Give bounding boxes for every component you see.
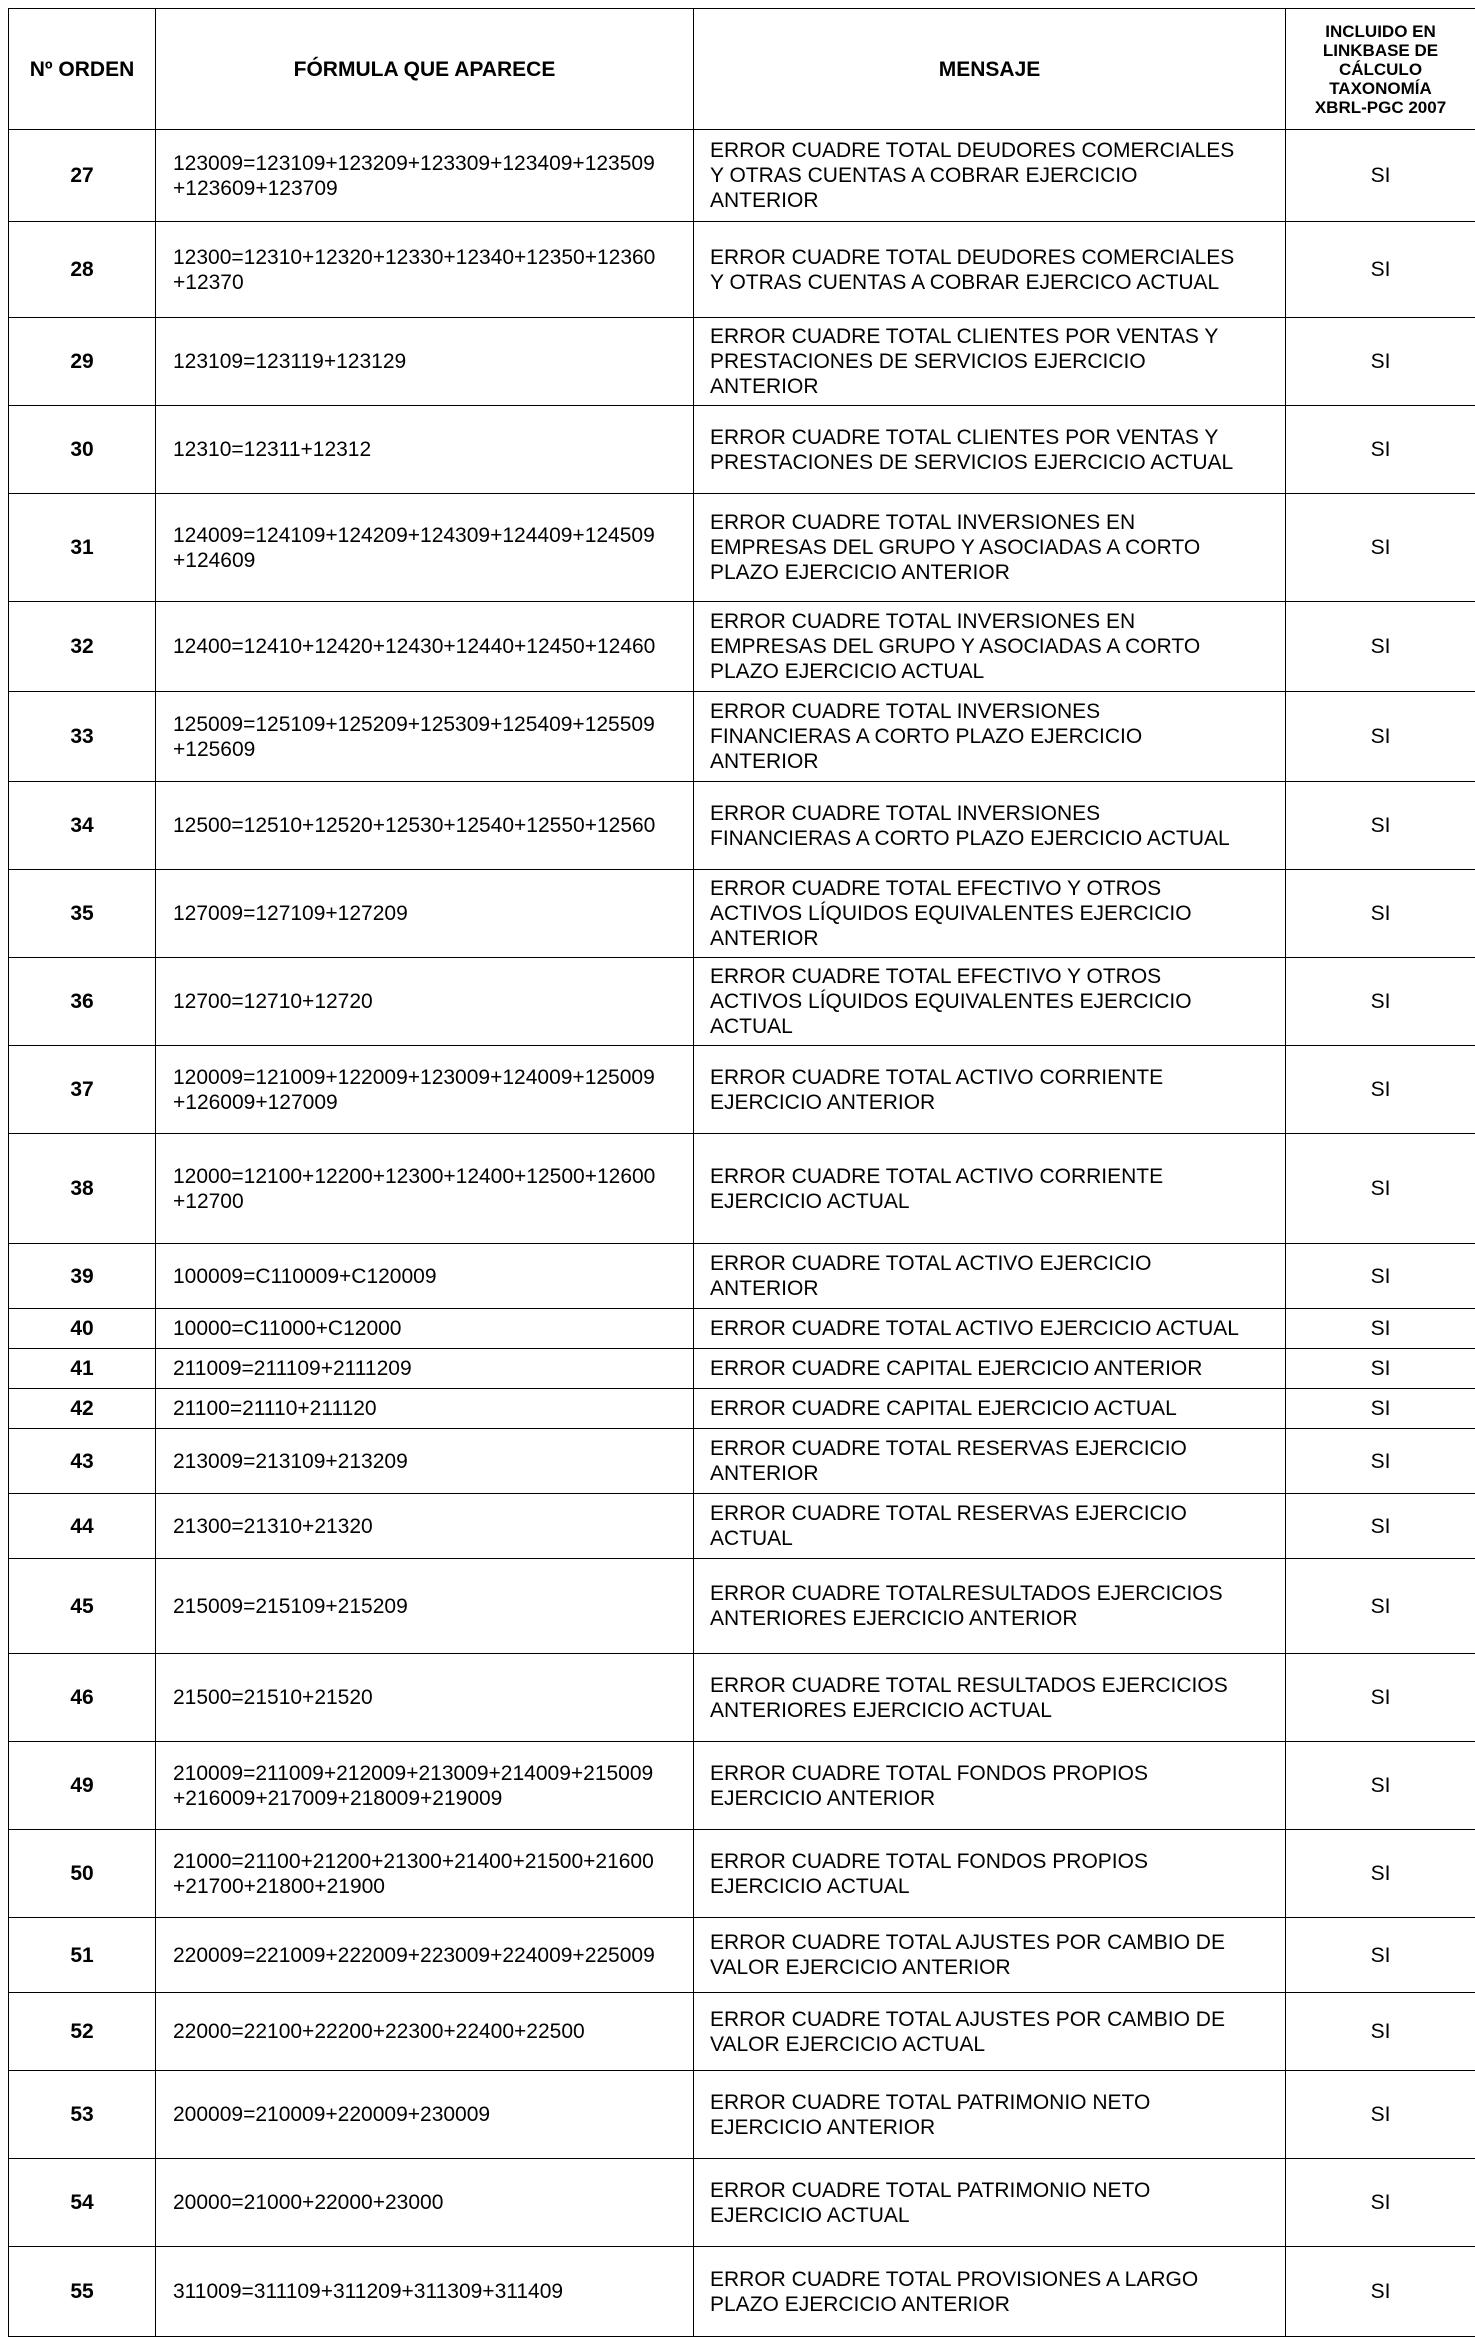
formula-cell [156,1389,694,1429]
formula-cell [156,1830,694,1918]
mensaje-text: ERROR CUADRE TOTAL PATRIMONIO NETO EJERCICIO ACTUAL [710,2178,1279,2228]
mensaje-text: ERROR CUADRE TOTAL ACTIVO CORRIENTE EJERCICIO ACTUAL [710,1164,1279,1214]
incluido-text: SI [1286,2102,1475,2127]
table-row [9,692,1475,782]
formula-text: 10000=C11000+C12000 [173,1316,693,1341]
mensaje-text: ERROR CUADRE CAPITAL EJERCICIO ANTERIOR [710,1356,1279,1381]
orden-cell [9,318,156,406]
mensaje-cell [694,222,1286,318]
orden-cell [9,1244,156,1309]
formula-text: 20000=21000+22000+23000 [173,2190,693,2215]
formula-cell [156,602,694,692]
orden-cell [9,1918,156,1993]
formula-cell [156,318,694,406]
incluido-cell [1286,494,1475,602]
orden-text: 51 [9,1943,155,1968]
incluido-text: SI [1286,349,1475,374]
mensaje-cell [694,958,1286,1046]
incluido-text: SI [1286,2279,1475,2304]
orden-text: 41 [9,1356,155,1381]
incluido-text: SI [1286,634,1475,659]
table-row [9,2159,1475,2247]
orden-text: 52 [9,2019,155,2044]
mensaje-text: ERROR CUADRE TOTAL INVERSIONES FINANCIERAS A CORTO PLAZO EJERCICIO ACTUAL [710,801,1279,851]
mensaje-text: ERROR CUADRE TOTAL FONDOS PROPIOS EJERCICIO ACTUAL [710,1849,1279,1899]
incluido-cell [1286,1918,1475,1993]
mensaje-text: ERROR CUADRE TOTAL DEUDORES COMERCIALES Y OTRAS CUENTAS A COBRAR EJERCICIO ANTERIOR [710,138,1279,213]
formula-cell [156,692,694,782]
formula-text: 12500=12510+12520+12530+12540+12550+12560 [173,813,693,838]
header-mensaje: MENSAJE [694,9,1286,130]
formula-text: 100009=C110009+C120009 [173,1264,693,1289]
formula-text: 12000=12100+12200+12300+12400+12500+12600 +12700 [173,1164,693,1214]
orden-text: 28 [9,257,155,282]
incluido-cell [1286,692,1475,782]
orden-cell [9,2071,156,2159]
mensaje-cell [694,494,1286,602]
table-row [9,2071,1475,2159]
orden-cell [9,494,156,602]
orden-text: 30 [9,437,155,462]
formula-text: 220009=221009+222009+223009+224009+225009 [173,1943,693,1968]
orden-text: 38 [9,1176,155,1201]
table-row [9,1993,1475,2071]
orden-cell [9,130,156,222]
formula-cell [156,1244,694,1309]
formula-text: 12300=12310+12320+12330+12340+12350+12360 +12370 [173,245,693,295]
formula-cell [156,2071,694,2159]
mensaje-cell [694,1046,1286,1134]
table-row [9,602,1475,692]
orden-cell [9,958,156,1046]
mensaje-text: ERROR CUADRE TOTAL INVERSIONES FINANCIERAS A CORTO PLAZO EJERCICIO ANTERIOR [710,699,1279,774]
formula-text: 22000=22100+22200+22300+22400+22500 [173,2019,693,2044]
mensaje-text: ERROR CUADRE TOTAL EFECTIVO Y OTROS ACTIVOS LÍQUIDOS EQUIVALENTES EJERCICIO ANTERIOR [710,876,1279,951]
orden-cell [9,1559,156,1654]
formula-text: 12400=12410+12420+12430+12440+12450+12460 [173,634,693,659]
incluido-cell [1286,406,1475,494]
incluido-cell [1286,1309,1475,1349]
formula-text: 200009=210009+220009+230009 [173,2102,693,2127]
mensaje-text: ERROR CUADRE TOTAL ACTIVO EJERCICIO ANTERIOR [710,1251,1279,1301]
orden-cell [9,1429,156,1494]
incluido-cell [1286,602,1475,692]
formula-cell [156,2159,694,2247]
orden-cell [9,1830,156,1918]
table-row [9,222,1475,318]
incluido-cell [1286,1559,1475,1654]
mensaje-cell [694,2159,1286,2247]
mensaje-cell [694,1993,1286,2071]
table-row [9,870,1475,958]
formula-cell [156,1349,694,1389]
table-row [9,1134,1475,1244]
mensaje-cell [694,1559,1286,1654]
table-row [9,1742,1475,1830]
mensaje-cell [694,1244,1286,1309]
table-row [9,318,1475,406]
incluido-text: SI [1286,1316,1475,1341]
incluido-cell [1286,2071,1475,2159]
formula-cell [156,1559,694,1654]
incluido-cell [1286,130,1475,222]
orden-cell [9,1389,156,1429]
formula-text: 21300=21310+21320 [173,1514,693,1539]
mensaje-text: ERROR CUADRE TOTAL EFECTIVO Y OTROS ACTIVOS LÍQUIDOS EQUIVALENTES EJERCICIO ACTUAL [710,964,1279,1039]
formula-cell [156,958,694,1046]
incluido-cell [1286,1389,1475,1429]
mensaje-cell [694,1309,1286,1349]
orden-cell [9,602,156,692]
mensaje-cell [694,870,1286,958]
formula-text: 12700=12710+12720 [173,989,693,1014]
validation-rules-table [8,8,1475,2337]
incluido-cell [1286,222,1475,318]
incluido-text: SI [1286,1685,1475,1710]
formula-cell [156,406,694,494]
mensaje-cell [694,782,1286,870]
header-row [9,9,1475,130]
formula-text: 21100=21110+211120 [173,1396,693,1421]
incluido-text: SI [1286,1396,1475,1421]
mensaje-text: ERROR CUADRE TOTAL ACTIVO EJERCICIO ACTUAL [710,1316,1279,1341]
table-row [9,1494,1475,1559]
incluido-text: SI [1286,1594,1475,1619]
mensaje-text: ERROR CUADRE TOTAL RESULTADOS EJERCICIOS ANTERIORES EJERCICIO ACTUAL [710,1673,1279,1723]
table-row [9,1918,1475,1993]
orden-cell [9,1993,156,2071]
mensaje-text: ERROR CUADRE TOTALRESULTADOS EJERCICIOS ANTERIORES EJERCICIO ANTERIOR [710,1581,1279,1631]
orden-text: 33 [9,724,155,749]
formula-cell [156,1742,694,1830]
table-body [9,130,1475,2337]
mensaje-cell [694,1134,1286,1244]
formula-text: 123109=123119+123129 [173,349,693,374]
orden-text: 31 [9,535,155,560]
formula-cell [156,130,694,222]
incluido-cell [1286,1830,1475,1918]
mensaje-text: ERROR CUADRE TOTAL PATRIMONIO NETO EJERCICIO ANTERIOR [710,2090,1279,2140]
incluido-cell [1286,1046,1475,1134]
orden-cell [9,222,156,318]
orden-text: 39 [9,1264,155,1289]
mensaje-text: ERROR CUADRE TOTAL AJUSTES POR CAMBIO DE VALOR EJERCICIO ANTERIOR [710,1930,1279,1980]
incluido-cell [1286,1429,1475,1494]
orden-cell [9,692,156,782]
orden-text: 40 [9,1316,155,1341]
mensaje-text: ERROR CUADRE TOTAL INVERSIONES EN EMPRESAS DEL GRUPO Y ASOCIADAS A CORTO PLAZO EJERCICIO ANTERIOR [710,510,1279,585]
mensaje-text: ERROR CUADRE TOTAL CLIENTES POR VENTAS Y PRESTACIONES DE SERVICIOS EJERCICIO ANTERIOR [710,324,1279,399]
orden-text: 32 [9,634,155,659]
mensaje-cell [694,602,1286,692]
table-row [9,1429,1475,1494]
incluido-text: SI [1286,1077,1475,1102]
incluido-cell [1286,1742,1475,1830]
mensaje-cell [694,2071,1286,2159]
formula-cell [156,782,694,870]
formula-text: 123009=123109+123209+123309+123409+123509 +123609+123709 [173,151,693,201]
formula-text: 124009=124109+124209+124309+124409+124509 +124609 [173,523,693,573]
orden-text: 34 [9,813,155,838]
orden-text: 42 [9,1396,155,1421]
table-row [9,1559,1475,1654]
incluido-text: SI [1286,1264,1475,1289]
mensaje-cell [694,406,1286,494]
formula-text: 125009=125109+125209+125309+125409+125509 +125609 [173,712,693,762]
mensaje-text: ERROR CUADRE TOTAL ACTIVO CORRIENTE EJERCICIO ANTERIOR [710,1065,1279,1115]
formula-text: 120009=121009+122009+123009+124009+125009 +126009+127009 [173,1065,693,1115]
incluido-cell [1286,782,1475,870]
mensaje-text: ERROR CUADRE TOTAL INVERSIONES EN EMPRESAS DEL GRUPO Y ASOCIADAS A CORTO PLAZO EJERCICIO ACTUAL [710,609,1279,684]
orden-text: 45 [9,1594,155,1619]
table-row [9,1349,1475,1389]
incluido-text: SI [1286,2190,1475,2215]
orden-text: 35 [9,901,155,926]
orden-text: 53 [9,2102,155,2127]
incluido-cell [1286,1244,1475,1309]
formula-cell [156,494,694,602]
formula-text: 12310=12311+12312 [173,437,693,462]
formula-text: 215009=215109+215209 [173,1594,693,1619]
orden-text: 46 [9,1685,155,1710]
incluido-text: SI [1286,901,1475,926]
orden-text: 54 [9,2190,155,2215]
mensaje-text: ERROR CUADRE CAPITAL EJERCICIO ACTUAL [710,1396,1279,1421]
incluido-cell [1286,1993,1475,2071]
header-formula: FÓRMULA QUE APARECE [156,9,694,130]
mensaje-cell [694,1494,1286,1559]
formula-cell [156,1654,694,1742]
mensaje-text: ERROR CUADRE TOTAL RESERVAS EJERCICIO ANTERIOR [710,1436,1279,1486]
orden-text: 44 [9,1514,155,1539]
orden-cell [9,782,156,870]
document-page [8,8,1475,2337]
incluido-text: SI [1286,257,1475,282]
table-row [9,406,1475,494]
incluido-text: SI [1286,1773,1475,1798]
orden-cell [9,1309,156,1349]
mensaje-cell [694,1349,1286,1389]
table-row [9,958,1475,1046]
mensaje-cell [694,1918,1286,1993]
orden-cell [9,1654,156,1742]
table-row [9,1309,1475,1349]
formula-cell [156,2247,694,2337]
formula-cell [156,870,694,958]
mensaje-text: ERROR CUADRE TOTAL RESERVAS EJERCICIO ACTUAL [710,1501,1279,1551]
incluido-text: SI [1286,1861,1475,1886]
mensaje-cell [694,692,1286,782]
mensaje-text: ERROR CUADRE TOTAL DEUDORES COMERCIALES Y OTRAS CUENTAS A COBRAR EJERCICO ACTUAL [710,245,1279,295]
formula-text: 21000=21100+21200+21300+21400+21500+21600 +21700+21800+21900 [173,1849,693,1899]
formula-text: 127009=127109+127209 [173,901,693,926]
mensaje-cell [694,130,1286,222]
mensaje-cell [694,1654,1286,1742]
mensaje-cell [694,1429,1286,1494]
formula-cell [156,1046,694,1134]
formula-cell [156,1309,694,1349]
incluido-text: SI [1286,163,1475,188]
orden-text: 27 [9,163,155,188]
orden-cell [9,406,156,494]
orden-text: 55 [9,2279,155,2304]
mensaje-text: ERROR CUADRE TOTAL FONDOS PROPIOS EJERCICIO ANTERIOR [710,1761,1279,1811]
table-row [9,2247,1475,2337]
formula-cell [156,1993,694,2071]
formula-cell [156,1429,694,1494]
formula-cell [156,1918,694,1993]
incluido-cell [1286,958,1475,1046]
table-row [9,1244,1475,1309]
formula-text: 211009=211109+2111209 [173,1356,693,1381]
incluido-text: SI [1286,437,1475,462]
incluido-text: SI [1286,2019,1475,2044]
incluido-text: SI [1286,1514,1475,1539]
formula-text: 213009=213109+213209 [173,1449,693,1474]
incluido-cell [1286,870,1475,958]
header-orden: Nº ORDEN [9,9,156,130]
formula-cell [156,1494,694,1559]
incluido-text: SI [1286,1176,1475,1201]
incluido-cell [1286,318,1475,406]
mensaje-text: ERROR CUADRE TOTAL PROVISIONES A LARGO PLAZO EJERCICIO ANTERIOR [710,2267,1279,2317]
orden-cell [9,2159,156,2247]
incluido-cell [1286,1654,1475,1742]
mensaje-cell [694,1742,1286,1830]
incluido-cell [1286,2247,1475,2337]
table-row [9,1389,1475,1429]
formula-cell [156,1134,694,1244]
header-incluido: INCLUIDO EN LINKBASE DE CÁLCULO TAXONOMÍA XBRL-PGC 2007 [1286,9,1475,130]
table-row [9,1654,1475,1742]
mensaje-text: ERROR CUADRE TOTAL CLIENTES POR VENTAS Y PRESTACIONES DE SERVICIOS EJERCICIO ACTUAL [710,425,1279,475]
orden-cell [9,1494,156,1559]
incluido-text: SI [1286,989,1475,1014]
formula-cell [156,222,694,318]
orden-cell [9,1742,156,1830]
table-row [9,494,1475,602]
mensaje-cell [694,2247,1286,2337]
incluido-text: SI [1286,1449,1475,1474]
mensaje-cell [694,1389,1286,1429]
incluido-cell [1286,1349,1475,1389]
orden-cell [9,1349,156,1389]
table-row [9,130,1475,222]
incluido-text: SI [1286,1356,1475,1381]
mensaje-cell [694,1830,1286,1918]
table-row [9,1046,1475,1134]
mensaje-text: ERROR CUADRE TOTAL AJUSTES POR CAMBIO DE VALOR EJERCICIO ACTUAL [710,2007,1279,2057]
incluido-text: SI [1286,724,1475,749]
orden-text: 43 [9,1449,155,1474]
orden-text: 29 [9,349,155,374]
orden-text: 36 [9,989,155,1014]
formula-text: 210009=211009+212009+213009+214009+215009 +216009+217009+218009+219009 [173,1761,693,1811]
orden-text: 50 [9,1861,155,1886]
mensaje-cell [694,318,1286,406]
orden-text: 49 [9,1773,155,1798]
orden-cell [9,870,156,958]
table-row [9,1830,1475,1918]
orden-cell [9,1046,156,1134]
table-row [9,782,1475,870]
incluido-cell [1286,2159,1475,2247]
incluido-cell [1286,1494,1475,1559]
incluido-text: SI [1286,1943,1475,1968]
incluido-cell [1286,1134,1475,1244]
orden-cell [9,2247,156,2337]
incluido-text: SI [1286,535,1475,560]
incluido-text: SI [1286,813,1475,838]
formula-text: 21500=21510+21520 [173,1685,693,1710]
orden-cell [9,1134,156,1244]
orden-text: 37 [9,1077,155,1102]
formula-text: 311009=311109+311209+311309+311409 [173,2279,693,2304]
